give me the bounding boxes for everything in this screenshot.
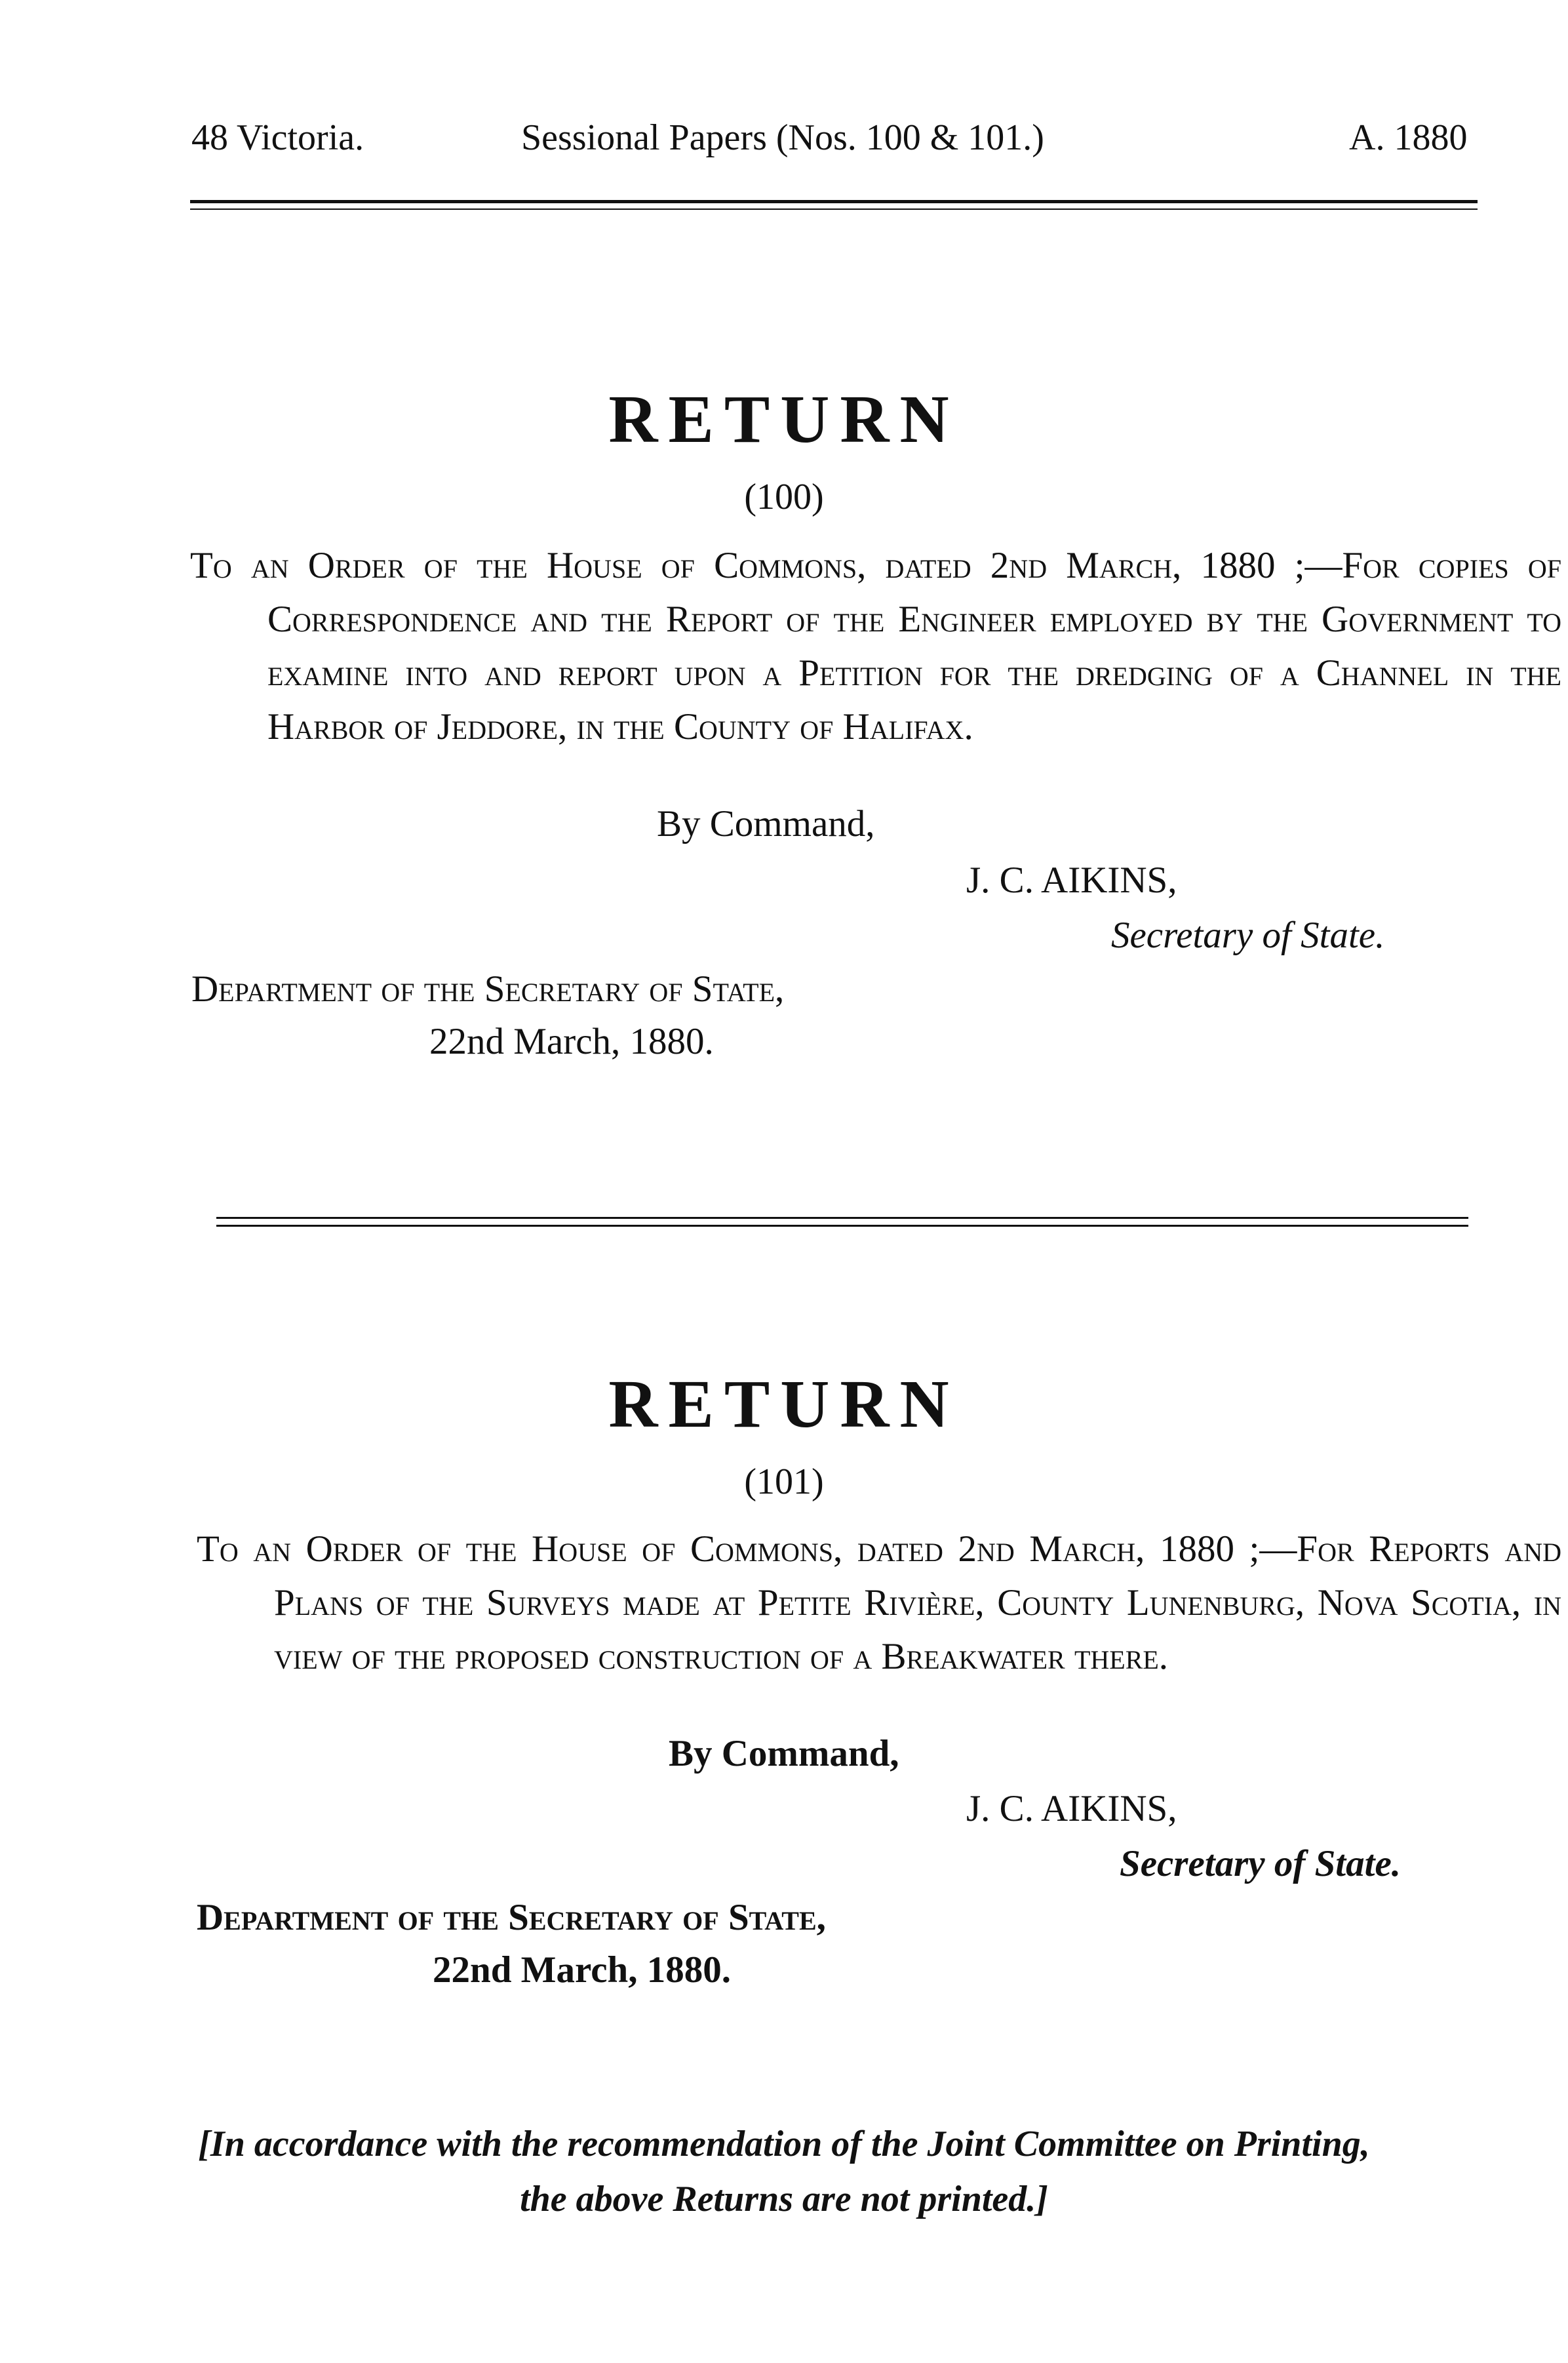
- return-101-signatory-title: Secretary of State.: [1120, 1843, 1401, 1884]
- return-101-by-command: By Command,: [669, 1733, 899, 1774]
- return-100-order-text: To an Order of the House of Commons, dated 2nd March, 1880 ;—For copies of Correspondence and the Report of the Engineer employed by the Government to examine into and report upon a Petition for the dredging of a Channel in the Harbor of Jeddore, in the County of Halifax.: [190, 545, 1561, 747]
- return-101-title: RETURN: [608, 1366, 960, 1442]
- header-rule-thick: [190, 200, 1478, 203]
- header-volume: 48 Victoria.: [191, 117, 364, 158]
- return-100-by-command: By Command,: [657, 803, 875, 844]
- return-101-date: 22nd March, 1880.: [433, 1949, 731, 1991]
- return-101-department: Department of the Secretary of State,: [197, 1897, 826, 1938]
- return-100-department: Department of the Secretary of State,: [191, 968, 785, 1010]
- return-100-signatory-title: Secretary of State.: [1111, 915, 1385, 956]
- return-100-date: 22nd March, 1880.: [429, 1021, 714, 1062]
- return-101-signatory: J. C. AIKINS,: [966, 1788, 1177, 1829]
- return-100-title: RETURN: [608, 382, 960, 457]
- separator-rule-top: [216, 1217, 1468, 1219]
- return-101-text: [197, 1522, 1561, 1684]
- return-100-signatory: J. C. AIKINS,: [966, 860, 1177, 901]
- footnote-line-2: the above Returns are not printed.]: [520, 2179, 1048, 2219]
- separator-rule-bottom: [216, 1225, 1468, 1227]
- return-100-text: [190, 539, 1561, 754]
- header-rule-thin: [190, 208, 1478, 210]
- return-100-number: (100): [744, 477, 824, 517]
- header-sessional-papers: Sessional Papers (Nos. 100 & 101.): [521, 117, 1044, 158]
- footnote-line-1: [In accordance with the recommendation of the Joint Committee on Printing,: [198, 2124, 1370, 2164]
- return-101-number: (101): [744, 1461, 824, 1502]
- return-101-order-text: To an Order of the House of Commons, dated 2nd March, 1880 ;—For Reports and Plans of the Surveys made at Petite Rivière, County Lunenburg, Nova Scotia, in view of the proposed construction of a Breakwater there.: [197, 1528, 1561, 1677]
- header-year: A. 1880: [1349, 117, 1468, 158]
